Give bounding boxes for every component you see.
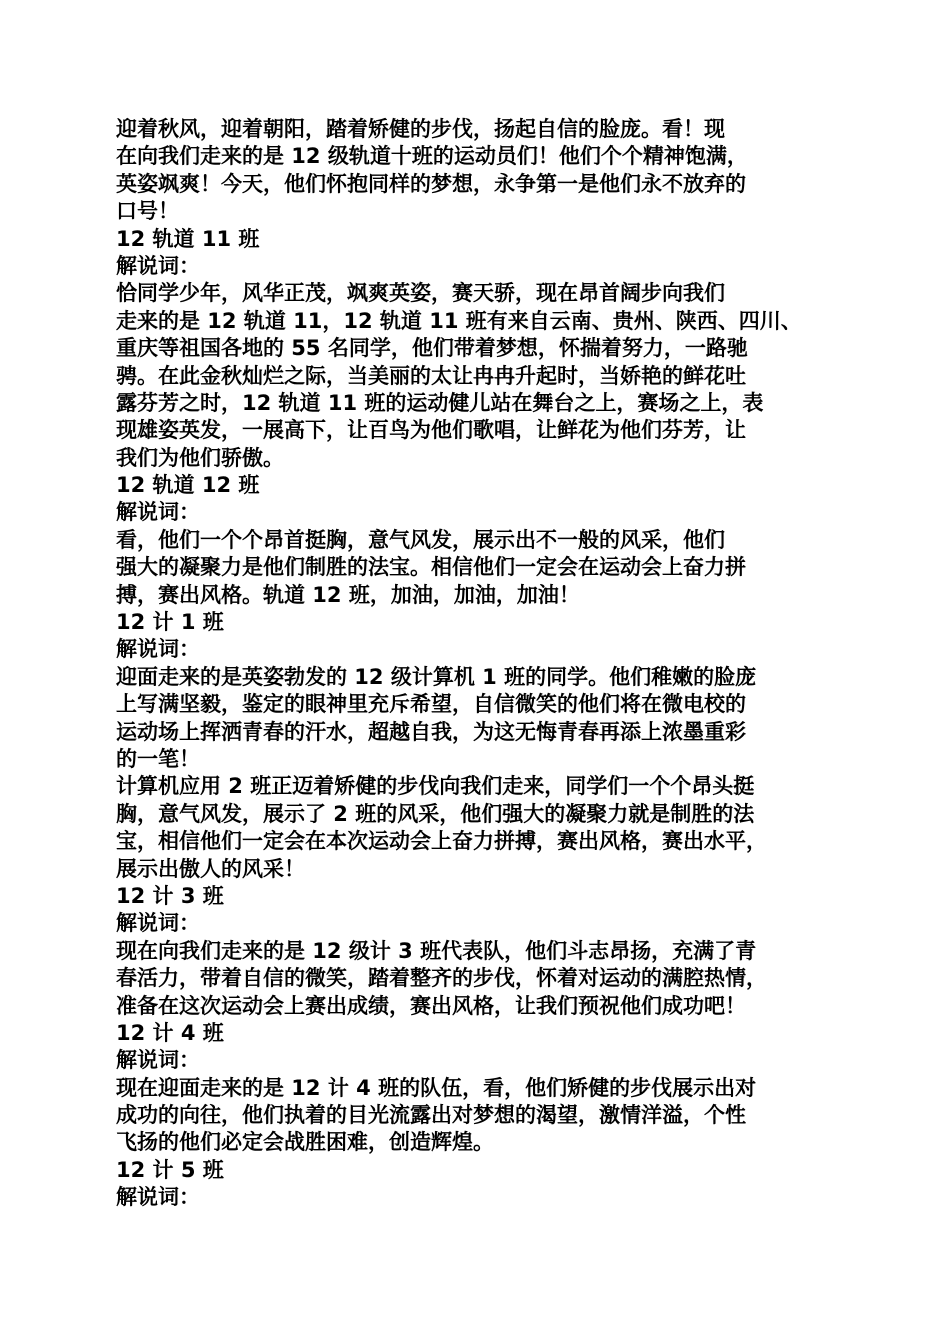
text-line: 骋。在此金秋灿烂之际，当美丽的太让冉冉升起时，当娇艳的鲜花吐 (116, 363, 746, 388)
text-line: 飞扬的他们必定会战胜困难，创造辉煌。 (116, 1130, 494, 1155)
text-line: 上写满坚毅，鉴定的眼神里充斥希望，自信微笑的他们将在微电校的 (116, 692, 746, 717)
paragraph (116, 116, 846, 226)
text-line: 走来的是 12 轨道 11，12 轨道 11 班有来自云南、贵州、陕西、四川、 (116, 308, 802, 333)
text-line: 12 轨道 12 班 (116, 473, 260, 498)
text-line: 准备在这次运动会上赛出成绩，赛出风格，让我们预祝他们成功吧！ (116, 993, 746, 1018)
text-line: 搏，赛出风格。轨道 12 班，加油，加油，加油！ (116, 582, 580, 607)
paragraph (116, 773, 846, 883)
text-line: 重庆等祖国各地的 55 名同学，他们带着梦想，怀揣着努力，一路驰 (116, 336, 748, 361)
commentary-label (116, 253, 846, 280)
class-heading (116, 472, 846, 499)
text-line: 英姿飒爽！今天，他们怀抱同样的梦想，永争第一是他们永不放弃的 (116, 171, 746, 196)
text-line: 现在向我们走来的是 12 级计 3 班代表队，他们斗志昂扬，充满了青 (116, 938, 757, 963)
paragraph (116, 1075, 846, 1157)
text-line: 成功的向往，他们执着的目光流露出对梦想的渴望，激情洋溢，个性 (116, 1103, 746, 1128)
paragraph (116, 938, 846, 1020)
text-line: 迎面走来的是英姿勃发的 12 级计算机 1 班的同学。他们稚嫩的脸庞 (116, 664, 757, 689)
text-line: 春活力，带着自信的微笑，踏着整齐的步伐，怀着对运动的满腔热情， (116, 966, 767, 991)
text-line: 12 计 3 班 (116, 883, 224, 908)
class-heading (116, 226, 846, 253)
commentary-label (116, 1047, 846, 1074)
class-heading (116, 609, 846, 636)
text-line: 露芬芳之时，12 轨道 11 班的运动健儿站在舞台之上，赛场之上，表 (116, 390, 764, 415)
text-line: 计算机应用 2 班正迈着矫健的步伐向我们走来，同学们一个个昂头挺 (116, 774, 755, 799)
text-line: 看，他们一个个昂首挺胸，意气风发，展示出不一般的风采，他们 (116, 527, 725, 552)
text-line: 12 计 1 班 (116, 610, 224, 635)
commentary-label (116, 910, 846, 937)
paragraph (116, 280, 846, 472)
text-line: 展示出傲人的风采！ (116, 856, 305, 881)
text-line: 我们为他们骄傲。 (116, 445, 284, 470)
commentary-label (116, 1184, 846, 1211)
text-line: 在向我们走来的是 12 级轨道十班的运动员们！他们个个精神饱满， (116, 144, 748, 169)
text-line: 现雄姿英发，一展高下，让百鸟为他们歌唱，让鲜花为他们芬芳，让 (116, 418, 746, 443)
class-heading (116, 883, 846, 910)
paragraph (116, 664, 846, 774)
text-line: 现在迎面走来的是 12 计 4 班的队伍，看，他们矫健的步伐展示出对 (116, 1075, 757, 1100)
text-line: 解说词： (116, 253, 200, 278)
text-line: 的一笔！ (116, 746, 200, 771)
class-heading (116, 1020, 846, 1047)
text-line: 迎着秋风，迎着朝阳，踏着矫健的步伐，扬起自信的脸庞。看！现 (116, 117, 725, 141)
class-heading (116, 1157, 846, 1184)
text-line: 宝，相信他们一定会在本次运动会上奋力拼搏，赛出风格，赛出水平， (116, 829, 767, 854)
commentary-label (116, 499, 846, 526)
text-line: 12 轨道 11 班 (116, 226, 260, 251)
text-line: 12 计 4 班 (116, 1020, 224, 1045)
text-line: 解说词： (116, 500, 200, 525)
text-line: 强大的凝聚力是他们制胜的法宝。相信他们一定会在运动会上奋力拼 (116, 555, 746, 580)
document-page (116, 116, 846, 1212)
text-line: 运动场上挥洒青春的汗水，超越自我，为这无悔青春再添上浓墨重彩 (116, 719, 746, 744)
text-line: 恰同学少年，风华正茂，飒爽英姿，赛天骄，现在昂首阔步向我们 (116, 281, 725, 306)
text-line: 12 计 5 班 (116, 1157, 224, 1182)
text-line: 胸，意气风发，展示了 2 班的风采，他们强大的凝聚力就是制胜的法 (116, 801, 755, 826)
text-line: 口号！ (116, 199, 179, 224)
text-line: 解说词： (116, 637, 200, 662)
text-line: 解说词： (116, 1185, 200, 1210)
paragraph (116, 527, 846, 609)
text-line: 解说词： (116, 1048, 200, 1073)
commentary-label (116, 636, 846, 663)
text-line: 解说词： (116, 911, 200, 936)
